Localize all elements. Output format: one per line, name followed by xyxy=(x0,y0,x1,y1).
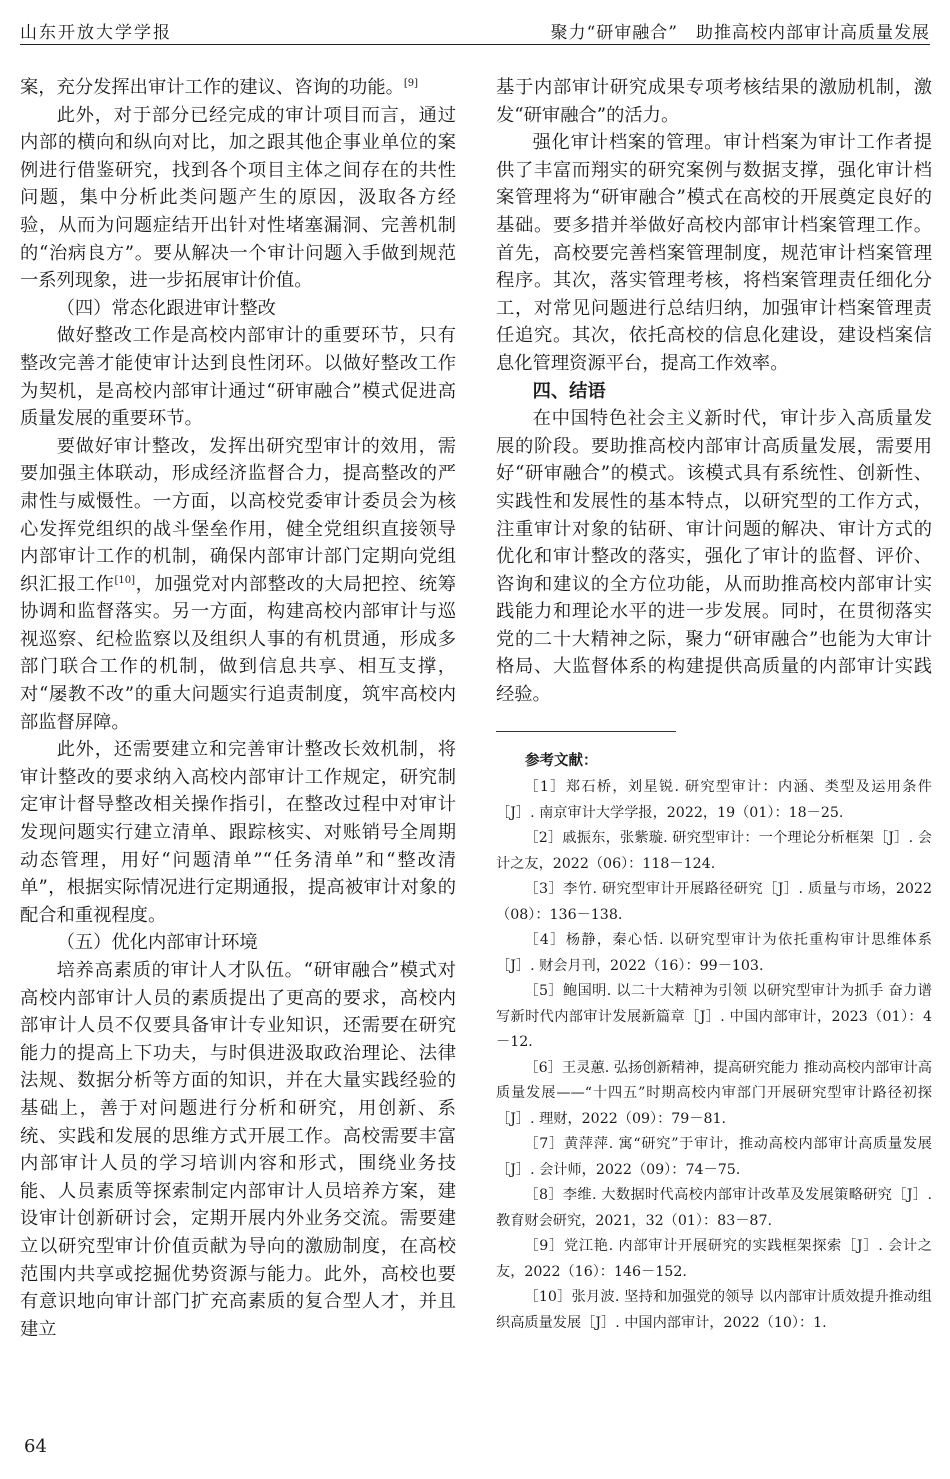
reference-item: ［6］王灵蕙. 弘扬创新精神，提高研究能力 推动高校内部审计高质量发展——“十四五”时期高校内审部门开展研究型审计路径初探［J］. 理财，2022（09）：79－81. xyxy=(496,1059,932,1127)
reference-item: ［2］戚振东，张紫璇. 研究型审计：一个理论分析框架［J］. 会计之友，2022（06）：118－124. xyxy=(496,830,932,872)
references xyxy=(496,748,932,1337)
reference-item: ［5］鲍国明. 以二十大精神为引领 以研究型审计为抓手 奋力谱写新时代内部审计发展新篇章［J］. 中国内部审计，2023（01）：4－12. xyxy=(496,983,932,1051)
reference-item: ［8］李维. 大数据时代高校内部审计改革及发展策略研究［J］. 教育财会研究，2021，32（01）：83－87. xyxy=(496,1187,932,1229)
reference-item: ［9］党江艳. 内部审计开展研究的实践框架探索［J］. 会计之友，2022（16）：146－152. xyxy=(496,1238,932,1280)
paragraph: 基于内部审计研究成果专项考核结果的激励机制，激发“研审融合”的活力。 xyxy=(496,77,932,126)
references-title: 参考文献： xyxy=(525,751,598,769)
paragraph: 此外，还需要建立和完善审计整改长效机制，将审计整改的要求纳入高校内部审计工作规定，研究制定审计督导整改相关操作指引，在整改过程中对审计发现问题实行建立清单、跟踪核实、对账销号全周期动态管理，用好“问题清单”“任务清单”和“整改清单”，根据实际情况进行定期通报，提高被审计对象的配合和重视程度。 xyxy=(20,739,456,926)
running-header xyxy=(20,14,930,45)
paragraph: 要做好审计整改，发挥出研究型审计的效用，需要加强主体联动，形成经济监督合力，提高整改的严肃性与威慑性。一方面，以高校党委审计委员会为核心发挥党组织的战斗堡垒作用，健全党组织直接领导内部审计工作的机制，确保内部审计部门定期向党组织汇报工作[10]，加强党对内部整改的大局把控、统筹协调和监督落实。另一方面，构建高校内部审计与巡视巡察、纪检监察以及组织人事的有机贯通，形成多部门联合工作的机制，做到信息共享、相互支撑，对“屡教不改”的重大问题实行追责制度，筑牢高校内部监督屏障。 xyxy=(20,435,457,733)
right-column xyxy=(496,74,932,1336)
paragraph: 案，充分发挥出审计工作的建议、咨询的功能。[9] xyxy=(20,77,419,98)
reference-item: ［7］黄萍萍. 寓“研究”于审计，推动高校内部审计高质量发展［J］. 会计师，2022（09）：74－75. xyxy=(496,1136,932,1178)
journal-name: 山东开放大学学报 xyxy=(20,23,172,43)
reference-item: ［4］杨静，秦心恬. 以研究型审计为依托重构审计思维体系［J］. 财会月刊，2022（16）：99－103. xyxy=(496,932,932,974)
paragraph: 此外，对于部分已经完成的审计项目而言，通过内部的横向和纵向对比，加之跟其他企事业单位的案例进行借鉴研究，找到各个项目主体之间存在的共性问题，集中分析此类问题产生的原因，汲取各方经验，从而为问题症结开出针对性堵塞漏洞、完善机制的“治病良方”。要从解决一个审计问题入手做到规范一系列现象，进一步拓展审计价值。 xyxy=(20,104,456,292)
section-heading: （四）常态化跟进审计整改 xyxy=(56,297,276,319)
paragraph: 强化审计档案的管理。审计档案为审计工作者提供了丰富而翔实的研究案例与数据支撑，强化审计档案管理将为“研审融合”模式在高校的开展奠定良好的基础。要多措并举做好高校内部审计档案管理工作。首先，高校要完善档案管理制度，规范审计档案管理程序。其次，落实管理考核，将档案管理责任细化分工，对常见问题进行总结归纳，加强审计档案管理责任追究。其次，依托高校的信息化建设，建设档案信息化管理资源平台，提高工作效率。 xyxy=(496,132,932,374)
left-column xyxy=(20,74,456,1343)
reference-item: ［3］李竹. 研究型审计开展路径研究［J］. 质量与市场，2022（08）：136－138. xyxy=(496,881,932,923)
page-number: 64 xyxy=(24,1436,47,1457)
citation[interactable]: [9] xyxy=(403,77,419,89)
paragraph: 做好整改工作是高校内部审计的重要环节，只有整改完善才能使审计达到良性闭环。以做好整改工作为契机，是高校内部审计通过“研审融合”模式促进高质量发展的重要环节。 xyxy=(20,325,456,430)
citation[interactable]: [10] xyxy=(114,574,135,586)
section-heading: （五）优化内部审计环境 xyxy=(56,932,258,954)
reference-item: ［1］郑石桥，刘星锐. 研究型审计：内涵、类型及运用条件［J］. 南京审计大学学报，2022，19（01）：18－25. xyxy=(496,779,932,821)
paragraph: 在中国特色社会主义新时代，审计步入高质量发展的阶段。要助推高校内部审计高质量发展，需要用好“研审融合”的模式。该模式具有系统性、创新性、实践性和发展性的基本特点，以研究型的工作方式，注重审计对象的钻研、审计问题的解决、审计方式的优化和审计整改的落实，强化了审计的监督、评价、咨询和建议的全方位功能，从而助推高校内部审计实践能力和理论水平的进一步发展。同时，在贯彻落实党的二十大精神之际，聚力“研审融合”也能为大审计格局、大监督体系的构建提供高质量的内部审计实践经验。 xyxy=(496,408,932,706)
section-heading: 四、结语 xyxy=(532,380,606,402)
article-title: 聚力“研审融合” 助推高校内部审计高质量发展 xyxy=(550,23,930,43)
reference-item: ［10］张月波. 坚持和加强党的领导 以内部审计质效提升推动组织高质量发展［J］. 中国内部审计，2022（10）：1. xyxy=(496,1289,932,1331)
paragraph: 培养高素质的审计人才队伍。“研审融合”模式对高校内部审计人员的素质提出了更高的要求，高校内部审计人员不仅要具备审计专业知识，还需要在研究能力的提高上下功夫，与时俱进汲取政治理论、法律法规、数据分析等方面的知识，并在大量实践经验的基础上，善于对问题进行分析和研究，用创新、系统、实践和发展的思维方式开展工作。高校需要丰富内部审计人员的学习培训内容和形式，围绕业务技能、人员素质等探索制定内部审计人员培养方案，建设审计创新研讨会，定期开展内外业务交流。需要建立以研究型审计价值贡献为导向的激励制度，在高校范围内共享或挖掘优势资源与能力。此外，高校也要有意识地向审计部门扩充高素质的复合型人才，并且建立 xyxy=(20,960,456,1340)
references-divider xyxy=(496,731,676,732)
